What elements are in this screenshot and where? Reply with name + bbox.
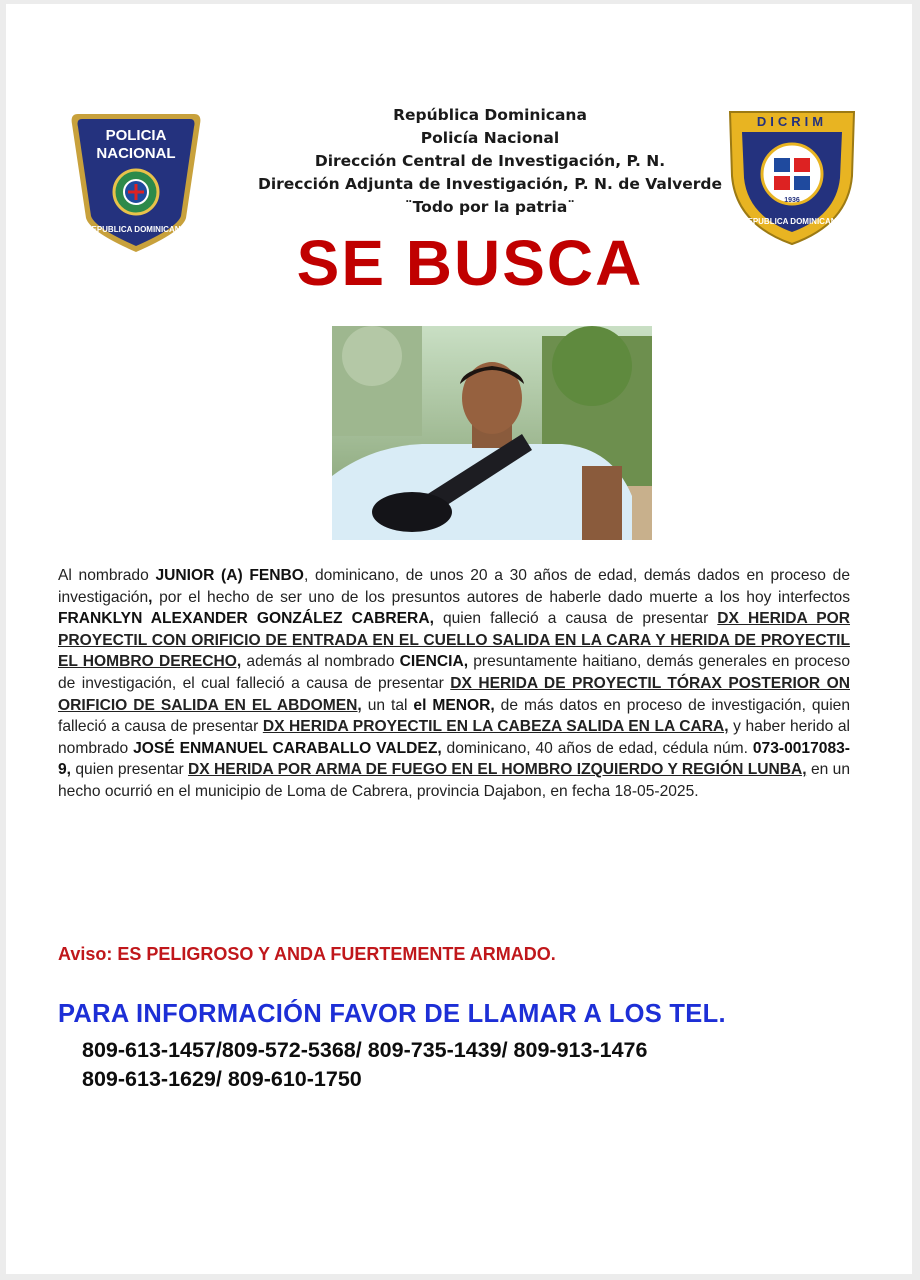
badge-right-pn: P.N. bbox=[786, 206, 798, 212]
body-text-segment: , dominicano, de unos 20 a 30 años de edad, demás dados en proceso de investigación bbox=[58, 567, 850, 606]
victim-3-name: el MENOR, bbox=[413, 696, 495, 714]
contact-phones bbox=[82, 1036, 647, 1094]
header-motto: ¨Todo por la patria¨ bbox=[404, 198, 576, 216]
diagnosis-3: DX HERIDA PROYECTIL EN LA CABEZA SALIDA EN LA CARA, bbox=[262, 718, 729, 736]
body-text-segment: quien falleció a causa de presentar bbox=[433, 610, 718, 628]
badge-left-mid-text: NACIONAL bbox=[96, 145, 176, 162]
wanted-title: SE BUSCA bbox=[296, 227, 644, 299]
body-text-segment: dominicano, 40 años de edad, cédula núm. bbox=[441, 739, 753, 757]
diagnosis-2: DX HERIDA DE PROYECTIL TÓRAX POSTERIOR ON ORIFICIO DE SALIDA EN EL ABDOMEN, bbox=[58, 674, 850, 714]
case-description bbox=[58, 565, 850, 803]
dicrim-badge bbox=[722, 106, 862, 248]
header-block bbox=[240, 104, 740, 219]
badge-right-bottom-text: REPUBLICA DOMINICANA bbox=[741, 217, 843, 226]
header-country: República Dominicana bbox=[393, 106, 587, 124]
victim-2-name: CIENCIA, bbox=[399, 653, 469, 671]
diagnosis-1: DX HERIDA POR PROYECTIL CON ORIFICIO DE ENTRADA EN EL CUELLO SALIDA EN LA CARA Y HERIDA DE PROYECTIL EL HOMBRO DERECHO, bbox=[58, 610, 850, 671]
victim-1-name: FRANKLYN ALEXANDER GONZÁLEZ CABRERA, bbox=[58, 610, 434, 628]
body-text-segment: además al nombrado bbox=[241, 653, 400, 671]
injured-name: JOSÉ ENMANUEL CARABALLO VALDEZ, bbox=[133, 739, 442, 757]
badge-left-top-text: POLICIA bbox=[105, 127, 167, 144]
contact-info-title: PARA INFORMACIÓN FAVOR DE LLAMAR A LOS TEL. bbox=[58, 1000, 726, 1028]
body-text-segment: quien presentar bbox=[71, 761, 189, 779]
body-text-segment: Al nombrado bbox=[58, 567, 156, 584]
policia-nacional-badge bbox=[66, 106, 206, 256]
body-text-segment: en un hecho ocurrió en el municipio de Loma de Cabrera, provincia Dajabon, en fecha 18-05-2025. bbox=[58, 761, 851, 800]
header-adjunct-direction: Dirección Adjunta de Investigación, P. N. de Valverde bbox=[257, 175, 723, 193]
cedula-number: 073-0017083-9, bbox=[58, 739, 850, 779]
diagnosis-4: DX HERIDA POR ARMA DE FUEGO EN EL HOMBRO IZQUIERDO Y REGIÓN LUNBA, bbox=[188, 761, 807, 779]
header-police: Policía Nacional bbox=[420, 129, 560, 147]
badge-left-bottom-text: REPUBLICA DOMINICANA bbox=[85, 225, 187, 234]
header-central-direction: Dirección Central de Investigación, P. N. bbox=[314, 152, 666, 170]
body-text-segment: un tal bbox=[361, 696, 414, 714]
body-text-segment: presuntamente haitiano, demás generales en proceso de investigación, el cual falleció a causa de presentar bbox=[58, 653, 850, 692]
suspect-name: JUNIOR (A) FENBO bbox=[155, 567, 304, 584]
badge-right-year: 1936 bbox=[784, 197, 800, 204]
body-text-segment: , bbox=[148, 588, 153, 606]
body-text-segment: y haber herido al nombrado bbox=[58, 718, 850, 757]
badge-right-top-text: DICRIM bbox=[756, 114, 828, 129]
phones-line-1: 809-613-1457/809-572-5368/ 809-735-1439/ 809-913-1476 bbox=[82, 1038, 648, 1062]
body-text-segment: por el hecho de ser uno de los presuntos autores de haberle dado muerte a los hoy interfectos bbox=[152, 588, 850, 606]
danger-warning: Aviso: ES PELIGROSO Y ANDA FUERTEMENTE ARMADO. bbox=[58, 944, 556, 964]
phones-line-2: 809-613-1629/ 809-610-1750 bbox=[82, 1067, 362, 1091]
suspect-photo bbox=[332, 326, 652, 540]
body-text-segment: de más datos en proceso de investigación, quien falleció a causa de presentar bbox=[58, 696, 851, 736]
